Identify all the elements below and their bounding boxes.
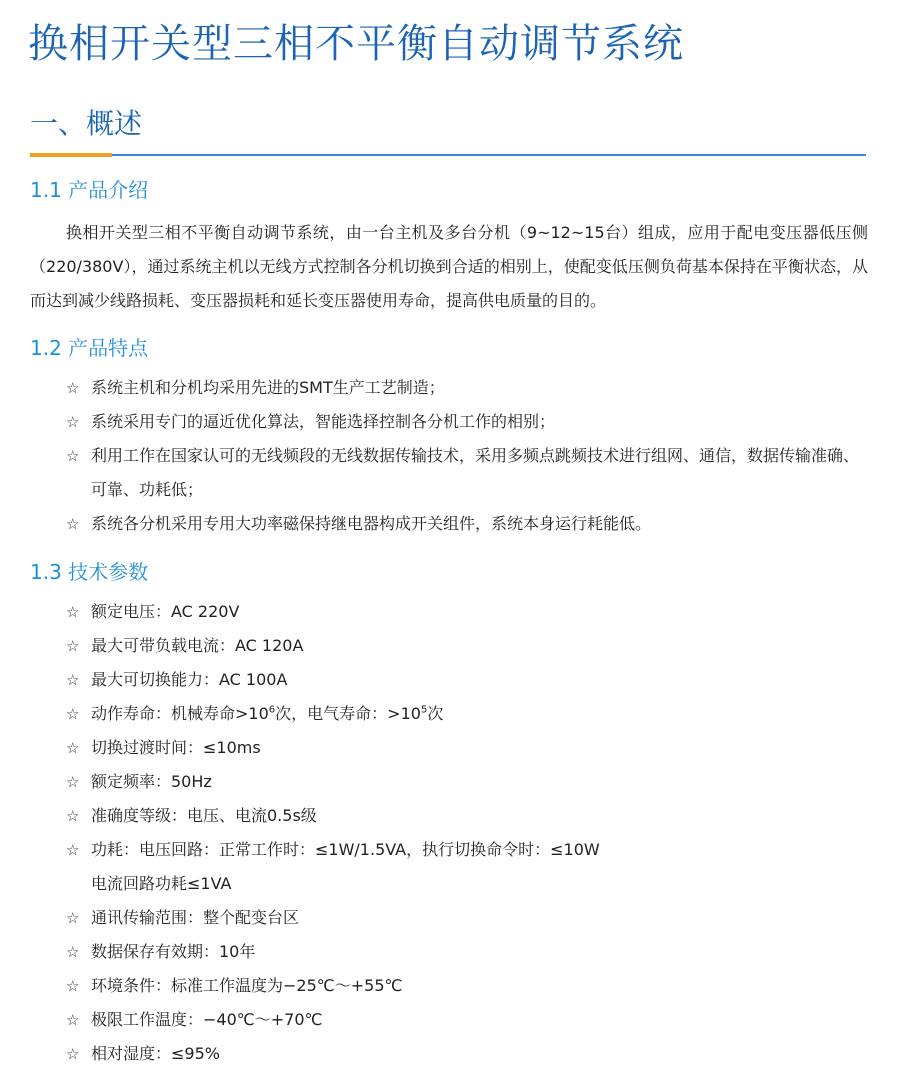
star-outline-icon: ☆ <box>66 773 80 791</box>
page-title: 换相开关型三相不平衡自动调节系统 <box>28 21 684 67</box>
intro-paragraph: 换相开关型三相不平衡自动调节系统，由一台主机及多台分机（9~12~15台）组成，应用于配电变压器低压侧（220/380V），通过系统主机以无线方式控制各分机切换到合适的相别上，使配变低压侧负荷基本保持在平衡状态，从而达到减少线路损耗、变压器损耗和延长变压器使用寿命，提高供电质量的目的。 <box>30 223 868 310</box>
star-outline-icon: ☆ <box>66 1045 80 1063</box>
star-outline-icon: ☆ <box>66 977 80 995</box>
spec-item: ☆ 最大可切换能力：AC 100A <box>66 663 868 697</box>
spec-item: ☆ 功耗：电压回路：正常工作时：≤1W/1.5VA，执行切换命令时：≤10W <box>66 833 868 867</box>
spec-item-continuation: 电流回路功耗≤1VA <box>91 874 232 893</box>
star-outline-icon: ☆ <box>66 841 80 859</box>
star-outline-icon: ☆ <box>66 705 80 723</box>
spec-item: ☆ 数据保存有效期：10年 <box>66 935 868 969</box>
spec-item: ☆ 额定频率：50Hz <box>66 765 868 799</box>
star-outline-icon: ☆ <box>66 515 80 533</box>
star-outline-icon: ☆ <box>66 671 80 689</box>
section-heading: 一、概述 <box>30 107 143 140</box>
spec-item: ☆ 环境条件：标准工作温度为−25℃～+55℃ <box>66 969 868 1003</box>
star-outline-icon: ☆ <box>66 909 80 927</box>
spec-item: ☆ 准确度等级：电压、电流0.5s级 <box>66 799 868 833</box>
star-outline-icon: ☆ <box>66 447 80 465</box>
features-heading: 1.2 产品特点 <box>30 336 149 360</box>
feature-item: ☆ 系统主机和分机均采用先进的SMT生产工艺制造； <box>66 371 868 405</box>
section-divider-accent <box>30 153 112 157</box>
star-outline-icon: ☆ <box>66 739 80 757</box>
star-outline-icon: ☆ <box>66 379 80 397</box>
specs-list <box>66 595 868 1071</box>
spec-item: ☆ 动作寿命：机械寿命$>10^6$次，电气寿命：$>10^5$次 <box>66 697 868 731</box>
spec-item: ☆ 切换过渡时间：≤10ms <box>66 731 868 765</box>
star-outline-icon: ☆ <box>66 413 80 431</box>
spec-item: ☆ 额定电压：AC 220V <box>66 595 868 629</box>
star-outline-icon: ☆ <box>66 1011 80 1029</box>
specs-heading: 1.3 技术参数 <box>30 560 149 584</box>
spec-item: ☆ 相对湿度：≤95% <box>66 1037 868 1071</box>
section-divider <box>30 154 866 156</box>
feature-item: ☆ 系统采用专门的逼近优化算法，智能选择控制各分机工作的相别； <box>66 405 868 439</box>
spec-item: ☆ 通讯传输范围：整个配变台区 <box>66 901 868 935</box>
feature-item: ☆ 系统各分机采用专用大功率磁保持继电器构成开关组件，系统本身运行耗能低。 <box>66 507 868 541</box>
star-outline-icon: ☆ <box>66 943 80 961</box>
spec-item: ☆ 极限工作温度：−40℃～+70℃ <box>66 1003 868 1037</box>
spec-item: ☆ 最大可带负载电流：AC 120A <box>66 629 868 663</box>
star-outline-icon: ☆ <box>66 603 80 621</box>
features-list <box>66 371 868 541</box>
star-outline-icon: ☆ <box>66 807 80 825</box>
star-outline-icon: ☆ <box>66 637 80 655</box>
intro-heading: 1.1 产品介绍 <box>30 178 149 202</box>
feature-item: ☆ 利用工作在国家认可的无线频段的无线数据传输技术，采用多频点跳频技术进行组网、通信，数据传输准确、可靠、功耗低； <box>66 439 868 507</box>
